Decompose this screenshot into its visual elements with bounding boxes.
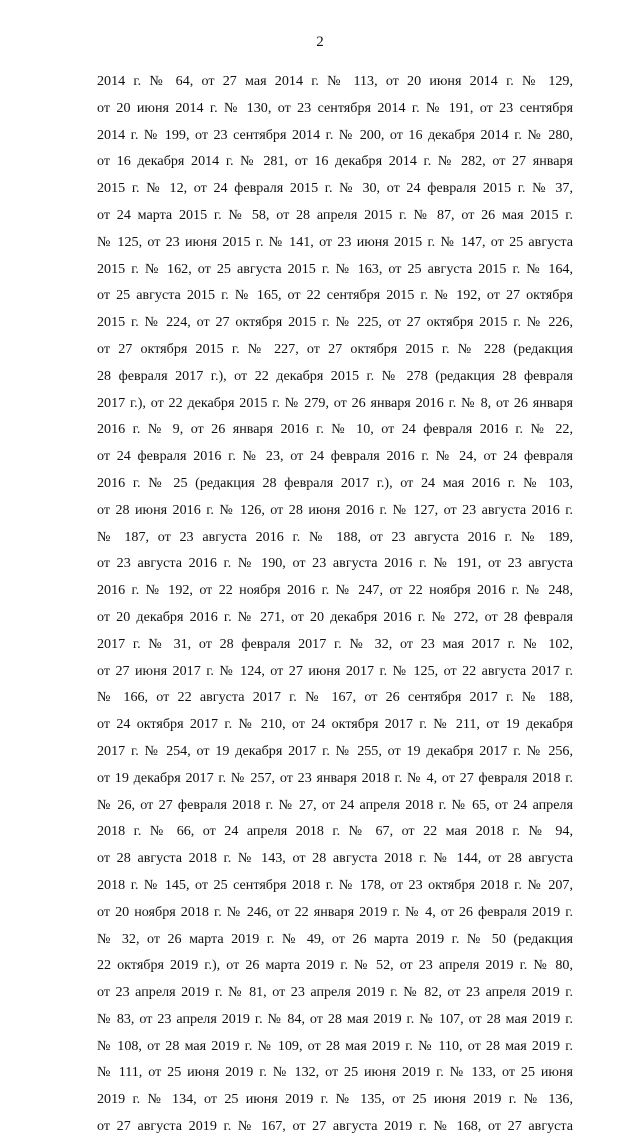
text-line: № 26, от 27 февраля 2018 г. № 27, от 24 апреля 2018 г. № 65, от 24 апреля — [97, 796, 573, 813]
text-line: от 20 июня 2014 г. № 130, от 23 сентября 2014 г. № 191, от 23 сентября — [97, 99, 573, 116]
text-line: 22 октября 2019 г.), от 26 марта 2019 г. № 52, от 23 апреля 2019 г. № 80, — [97, 957, 573, 974]
text-line: от 28 июня 2016 г. № 126, от 28 июня 2016 г. № 127, от 23 августа 2016 г. — [97, 501, 573, 518]
text-line: от 25 августа 2015 г. № 165, от 22 сентября 2015 г. № 192, от 27 октября — [97, 287, 573, 304]
text-line: 2019 г. № 134, от 25 июня 2019 г. № 135, от 25 июня 2019 г. № 136, — [97, 1091, 573, 1108]
text-line: от 20 ноября 2018 г. № 246, от 22 января 2019 г. № 4, от 26 февраля 2019 г. — [97, 903, 573, 920]
text-line: № 187, от 23 августа 2016 г. № 188, от 23 августа 2016 г. № 189, — [97, 528, 573, 545]
text-line: 28 февраля 2017 г.), от 22 декабря 2015 г. № 278 (редакция 28 февраля — [97, 367, 573, 384]
text-line: 2016 г. № 9, от 26 января 2016 г. № 10, от 24 февраля 2016 г. № 22, — [97, 421, 573, 438]
text-line: от 20 декабря 2016 г. № 271, от 20 декабря 2016 г. № 272, от 28 февраля — [97, 608, 573, 625]
text-line: от 23 апреля 2019 г. № 81, от 23 апреля 2019 г. № 82, от 23 апреля 2019 г. — [97, 984, 573, 1001]
text-line: от 19 декабря 2017 г. № 257, от 23 января 2018 г. № 4, от 27 февраля 2018 г. — [97, 769, 573, 786]
text-line: 2018 г. № 145, от 25 сентября 2018 г. № 178, от 23 октября 2018 г. № 207, — [97, 876, 573, 893]
text-line: от 24 февраля 2016 г. № 23, от 24 февраля 2016 г. № 24, от 24 февраля — [97, 448, 573, 465]
text-line: 2014 г. № 64, от 27 мая 2014 г. № 113, от 20 июня 2014 г. № 129, — [97, 73, 573, 89]
text-line: № 108, от 28 мая 2019 г. № 109, от 28 мая 2019 г. № 110, от 28 мая 2019 г. — [97, 1037, 573, 1054]
text-line: 2015 г. № 12, от 24 февраля 2015 г. № 30, от 24 февраля 2015 г. № 37, — [97, 180, 573, 197]
text-line: № 125, от 23 июня 2015 г. № 141, от 23 июня 2015 г. № 147, от 25 августа — [97, 233, 573, 250]
text-line: от 27 октября 2015 г. № 227, от 27 октября 2015 г. № 228 (редакция — [97, 340, 573, 357]
text-line: № 111, от 25 июня 2019 г. № 132, от 25 июня 2019 г. № 133, от 25 июня — [97, 1064, 573, 1081]
text-line: 2015 г. № 224, от 27 октября 2015 г. № 225, от 27 октября 2015 г. № 226, — [97, 314, 573, 331]
text-line: от 24 октября 2017 г. № 210, от 24 октября 2017 г. № 211, от 19 декабря — [97, 716, 573, 733]
text-line: 2016 г. № 192, от 22 ноября 2016 г. № 247, от 22 ноября 2016 г. № 248, — [97, 582, 573, 599]
page-number: 2 — [316, 34, 324, 50]
text-line: № 32, от 26 марта 2019 г. № 49, от 26 марта 2019 г. № 50 (редакция — [97, 930, 573, 947]
text-line: 2018 г. № 66, от 24 апреля 2018 г. № 67, от 22 мая 2018 г. № 94, — [97, 823, 573, 840]
text-line: от 27 августа 2019 г. № 167, от 27 августа 2019 г. № 168, от 27 августа — [97, 1118, 573, 1135]
text-line: от 27 июня 2017 г. № 124, от 27 июня 2017 г. № 125, от 22 августа 2017 г. — [97, 662, 573, 679]
text-line: от 16 декабря 2014 г. № 281, от 16 декабря 2014 г. № 282, от 27 января — [97, 153, 573, 170]
text-line: 2017 г. № 31, от 28 февраля 2017 г. № 32, от 23 мая 2017 г. № 102, — [97, 635, 573, 652]
text-line: от 24 марта 2015 г. № 58, от 28 апреля 2015 г. № 87, от 26 мая 2015 г. — [97, 206, 573, 223]
text-line: от 23 августа 2016 г. № 190, от 23 августа 2016 г. № 191, от 23 августа — [97, 555, 573, 572]
text-line: № 166, от 22 августа 2017 г. № 167, от 26 сентября 2017 г. № 188, — [97, 689, 573, 706]
text-line: от 28 августа 2018 г. № 143, от 28 августа 2018 г. № 144, от 28 августа — [97, 850, 573, 867]
text-line: 2015 г. № 162, от 25 августа 2015 г. № 163, от 25 августа 2015 г. № 164, — [97, 260, 573, 277]
text-line: 2016 г. № 25 (редакция 28 февраля 2017 г.), от 24 мая 2016 г. № 103, — [97, 474, 573, 491]
text-line: 2014 г. № 199, от 23 сентября 2014 г. № 200, от 16 декабря 2014 г. № 280, — [97, 126, 573, 143]
text-line: 2017 г. № 254, от 19 декабря 2017 г. № 255, от 19 декабря 2017 г. № 256, — [97, 742, 573, 759]
body-text — [97, 68, 573, 1140]
text-line: № 83, от 23 апреля 2019 г. № 84, от 28 мая 2019 г. № 107, от 28 мая 2019 г. — [97, 1010, 573, 1027]
text-line: 2017 г.), от 22 декабря 2015 г. № 279, от 26 января 2016 г. № 8, от 26 января — [97, 394, 573, 411]
